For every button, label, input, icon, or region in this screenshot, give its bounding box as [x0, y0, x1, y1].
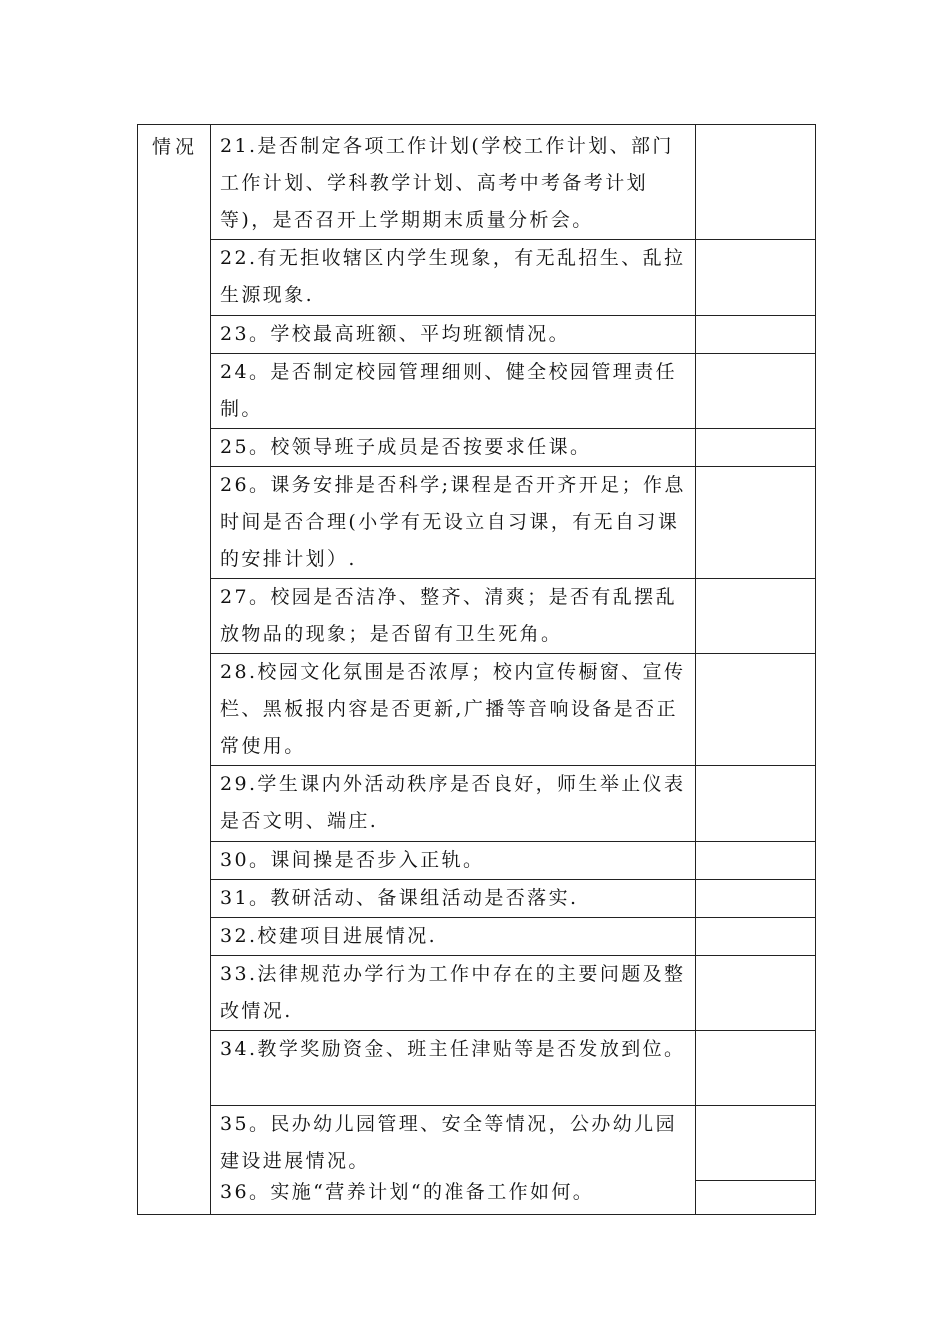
item-cell — [211, 956, 696, 1031]
item-cell — [211, 766, 696, 842]
table-row — [138, 354, 816, 429]
table-row — [138, 429, 816, 467]
item-text: 25。校领导班子成员是否按要求任课。 — [220, 436, 592, 458]
item-cell — [211, 918, 696, 956]
item-text: 27。校园是否洁净、整齐、清爽；是否有乱摆乱放物品的现象；是否留有卫生死角。 — [220, 586, 677, 645]
item-cell — [211, 1106, 696, 1181]
item-cell — [211, 354, 696, 429]
item-text: 31。教研活动、备课组活动是否落实. — [220, 887, 579, 909]
item-text: 30。课间操是否步入正轨。 — [220, 849, 485, 871]
result-cell[interactable] — [696, 429, 816, 467]
item-cell — [211, 1031, 696, 1106]
item-cell — [211, 842, 696, 880]
item-cell — [211, 125, 696, 240]
table-row — [138, 918, 816, 956]
item-cell — [211, 316, 696, 354]
item-cell — [211, 880, 696, 918]
item-text: 32.校建项目进展情况. — [220, 925, 438, 947]
item-text: 22.有无拒收辖区内学生现象，有无乱招生、乱拉生源现象. — [220, 247, 686, 306]
table-row — [138, 1180, 816, 1214]
item-cell — [211, 654, 696, 766]
result-cell[interactable] — [696, 316, 816, 354]
result-cell[interactable] — [696, 125, 816, 240]
item-text: 28.校园文化氛围是否浓厚；校内宣传橱窗、宣传栏、黑板报内容是否更新,广播等音响设备是否正常使用。 — [220, 661, 686, 757]
table-row — [138, 240, 816, 316]
section-label-cell — [138, 125, 211, 1215]
result-cell[interactable] — [696, 1180, 816, 1214]
result-cell[interactable] — [696, 1031, 816, 1106]
table-row — [138, 579, 816, 654]
table-row — [138, 766, 816, 842]
item-cell — [211, 467, 696, 579]
table-row — [138, 654, 816, 766]
table-row — [138, 1031, 816, 1106]
item-text: 21.是否制定各项工作计划(学校工作计划、部门工作计划、学科教学计划、高考中考备考计划等)，是否召开上学期期末质量分析会。 — [220, 135, 674, 231]
result-cell[interactable] — [696, 1106, 816, 1181]
table-row — [138, 880, 816, 918]
result-cell[interactable] — [696, 880, 816, 918]
result-cell[interactable] — [696, 842, 816, 880]
item-text: 26。课务安排是否科学;课程是否开齐开足；作息时间是否合理(小学有无设立自习课，有无自习课的安排计划）. — [220, 474, 686, 570]
item-text: 35。民办幼儿园管理、安全等情况，公办幼儿园建设进展情况。 — [220, 1113, 677, 1172]
section-label: 情况 — [152, 136, 199, 158]
result-cell[interactable] — [696, 766, 816, 842]
result-cell[interactable] — [696, 467, 816, 579]
inspection-checklist-table — [137, 124, 816, 1215]
item-cell — [211, 1180, 696, 1214]
table-row — [138, 1106, 816, 1181]
table-row — [138, 842, 816, 880]
result-cell[interactable] — [696, 579, 816, 654]
item-text: 36。实施“营养计划“的准备工作如何。 — [220, 1181, 595, 1203]
item-cell — [211, 579, 696, 654]
result-cell[interactable] — [696, 354, 816, 429]
item-text: 24。是否制定校园管理细则、健全校园管理责任制。 — [220, 361, 677, 420]
item-cell — [211, 429, 696, 467]
result-cell[interactable] — [696, 918, 816, 956]
table-row — [138, 467, 816, 579]
item-cell — [211, 240, 696, 316]
result-cell[interactable] — [696, 240, 816, 316]
table-row — [138, 125, 816, 240]
result-cell[interactable] — [696, 654, 816, 766]
table-row — [138, 316, 816, 354]
item-text: 34.教学奖励资金、班主任津贴等是否发放到位。 — [220, 1038, 686, 1060]
item-text: 29.学生课内外活动秩序是否良好，师生举止仪表是否文明、端庄. — [220, 773, 686, 832]
item-text: 23。学校最高班额、平均班额情况。 — [220, 323, 570, 345]
item-text: 33.法律规范办学行为工作中存在的主要问题及整改情况. — [220, 963, 686, 1022]
result-cell[interactable] — [696, 956, 816, 1031]
table-row — [138, 956, 816, 1031]
